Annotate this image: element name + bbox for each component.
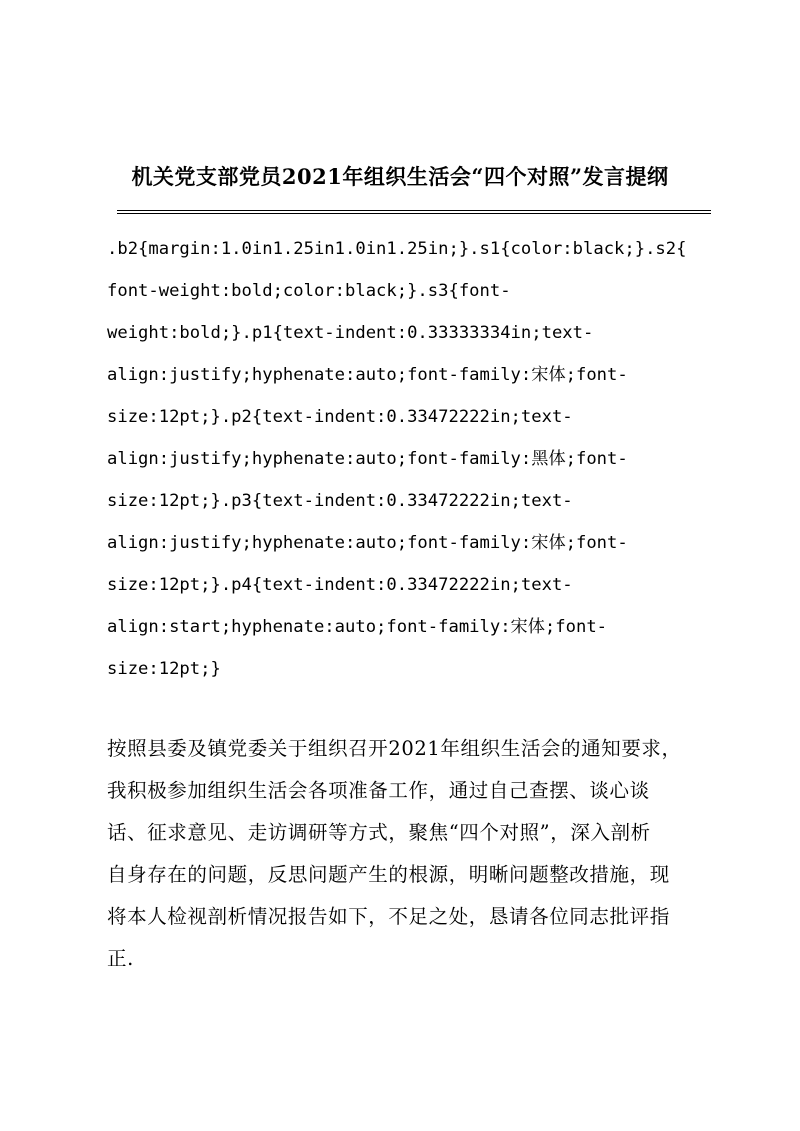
code-line: .b2{margin:1.0in1.25in1.0in1.25in;}.s1{color:black;}.s2{ [107, 239, 687, 259]
code-line: size:12pt;}.p2{text-indent:0.33472222in;text- [107, 407, 573, 427]
code-line: weight:bold;}.p1{text-indent:0.33333334in;text- [107, 323, 594, 343]
code-line: size:12pt;}.p4{text-indent:0.33472222in;text- [107, 575, 573, 595]
paragraph-line: 我积极参加组织生活会各项准备工作，通过自己查摆、谈心谈 [107, 779, 650, 802]
code-line: align:justify;hyphenate:auto;font-family:宋体;font- [107, 365, 628, 385]
intro-paragraph [107, 728, 727, 980]
code-line: size:12pt;} [107, 659, 221, 679]
title-divider [117, 210, 711, 214]
css-code-text [107, 228, 717, 690]
document-title: 机关党支部党员2021年组织生活会“四个对照”发言提纲 [131, 164, 669, 189]
code-line: font-weight:bold;color:black;}.s3{font- [107, 281, 511, 301]
paragraph-line: 按照县委及镇党委关于组织召开2021年组织生活会的通知要求， [107, 737, 682, 760]
code-line: size:12pt;}.p3{text-indent:0.33472222in;text- [107, 491, 573, 511]
paragraph-line: 自身存在的问题，反思问题产生的根源，明晰问题整改措施，现 [107, 863, 670, 886]
paragraph-line: 将本人检视剖析情况报告如下，不足之处，恳请各位同志批评指 [107, 905, 670, 928]
paragraph-line: 正. [107, 947, 134, 970]
code-line: align:justify;hyphenate:auto;font-family:宋体;font- [107, 533, 628, 553]
code-line: align:start;hyphenate:auto;font-family:宋体;font- [107, 617, 608, 637]
paragraph-line: 话、征求意见、走访调研等方式，聚焦“四个对照”，深入剖析 [107, 821, 651, 844]
code-line: align:justify;hyphenate:auto;font-family:黑体;font- [107, 449, 628, 469]
